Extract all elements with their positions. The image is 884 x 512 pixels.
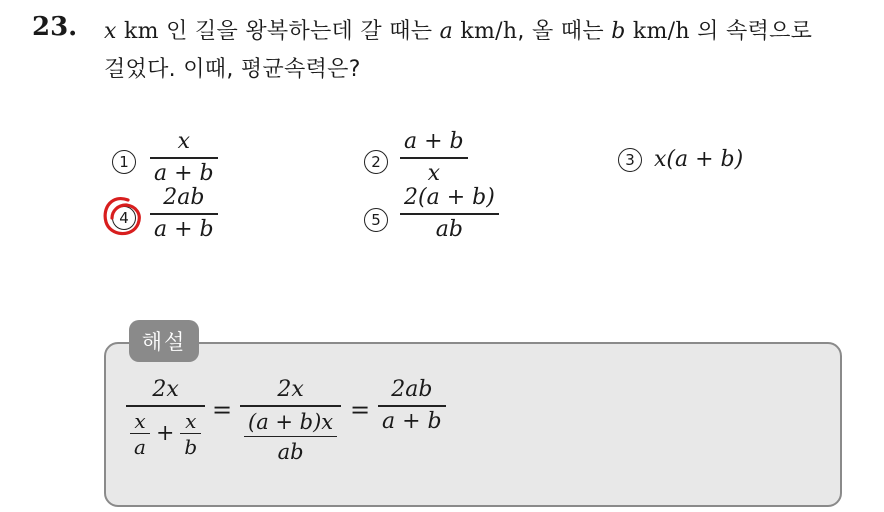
explanation-fraction-1-numerator: 2x	[152, 377, 179, 402]
unit-kmh-1: km/h	[460, 19, 518, 44]
option-2-denominator: x	[427, 160, 441, 186]
unit-km: km	[124, 19, 159, 44]
question-text-line-1	[104, 14, 812, 45]
option-2-numerator: a + b	[404, 129, 464, 154]
option-3-marker[interactable]: 3	[618, 148, 642, 172]
option-5-denominator: ab	[435, 216, 463, 242]
var-x: x	[104, 19, 117, 44]
sub-fraction-x-over-a	[130, 408, 150, 459]
text-seg-3: 의 속력으로	[689, 19, 813, 44]
explanation-tag: 해설	[129, 320, 199, 362]
option-5-marker[interactable]: 5	[364, 208, 388, 232]
text-seg-2: , 올 때는	[517, 19, 612, 44]
var-a: a	[439, 19, 454, 44]
explanation-box	[104, 342, 842, 507]
sub-fraction-x-over-b	[180, 408, 201, 459]
unit-kmh-2: km/h	[632, 19, 690, 44]
sub-numerator: (a + b)x	[248, 409, 334, 434]
option-1-denominator: a + b	[154, 160, 214, 186]
question-number: 23.	[32, 12, 78, 42]
sub-numerator: x	[185, 408, 197, 433]
option-1-fraction[interactable]	[150, 130, 218, 186]
explanation-fraction-2-denominator	[240, 407, 341, 465]
explanation-fraction-2-numerator: 2x	[277, 377, 304, 402]
option-3-expression[interactable]: x(a + b)	[654, 147, 744, 172]
explanation-fraction-3-numerator: 2ab	[391, 377, 433, 402]
var-b: b	[611, 19, 626, 44]
equals-sign-2: =	[350, 396, 371, 424]
sub-denominator: ab	[277, 440, 304, 464]
explanation-fraction-3	[378, 378, 446, 434]
question-text-line-2: 걸었다. 이때, 평균속력은?	[104, 57, 361, 82]
option-2-marker[interactable]: 2	[364, 150, 388, 174]
plus-sign: +	[155, 421, 175, 447]
option-4-fraction[interactable]	[150, 186, 218, 242]
option-4-denominator: a + b	[154, 216, 214, 242]
text-seg-1: 인 길을 왕복하는데 갈 때는	[158, 19, 440, 44]
sub-denominator: a	[134, 435, 146, 459]
option-5-numerator: 2(a + b)	[404, 185, 495, 210]
sub-fraction-inner	[244, 411, 337, 465]
option-1-marker[interactable]: 1	[112, 150, 136, 174]
equals-sign-1: =	[212, 396, 233, 424]
option-1-numerator: x	[177, 129, 191, 154]
explanation-fraction-2	[240, 378, 341, 464]
explanation-fraction-1	[126, 378, 205, 458]
option-4-numerator: 2ab	[163, 185, 205, 210]
option-5-fraction[interactable]	[400, 186, 499, 242]
option-4-marker[interactable]: 4	[112, 206, 136, 230]
explanation-fraction-1-denominator	[126, 407, 205, 459]
sub-numerator: x	[134, 408, 146, 433]
explanation-fraction-3-denominator: a + b	[382, 408, 442, 434]
sub-denominator: b	[184, 435, 198, 459]
option-2-fraction[interactable]	[400, 130, 468, 186]
